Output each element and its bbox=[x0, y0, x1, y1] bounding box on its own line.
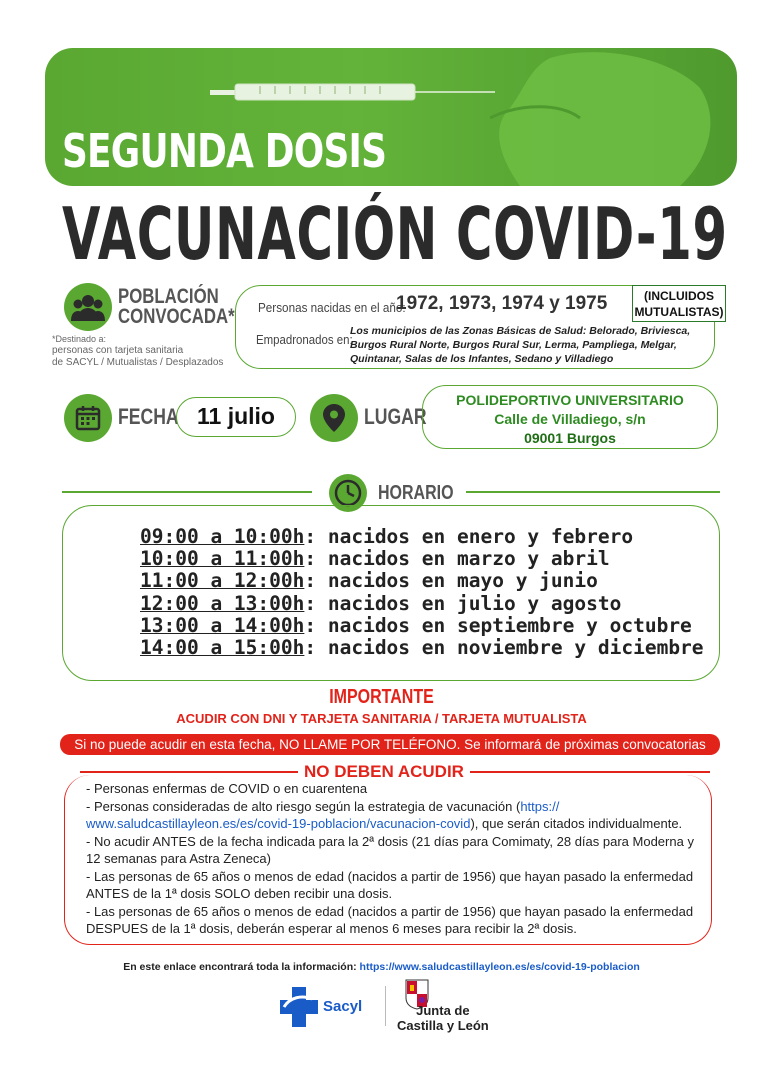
people-icon bbox=[64, 283, 112, 331]
poblacion-title-line2: CONVOCADA* bbox=[118, 305, 235, 328]
footer-info bbox=[0, 961, 763, 973]
junta-line1: Junta de bbox=[416, 1003, 470, 1018]
slot-time: 14:00 a 15:00h bbox=[140, 636, 305, 660]
fecha-label: FECHA bbox=[118, 404, 179, 429]
gloved-hand-icon bbox=[430, 48, 730, 186]
slot-text: : nacidos en noviembre y diciembre bbox=[304, 636, 704, 660]
slot-time: 11:00 a 12:00h bbox=[140, 569, 305, 593]
nda-divider-left bbox=[80, 771, 298, 773]
fecha-value: 11 julio bbox=[176, 397, 296, 437]
item2-text-a: - Personas consideradas de alto riesgo según la estrategia de vacunación ( bbox=[86, 799, 521, 814]
lugar-postal: 09001 Burgos bbox=[524, 430, 616, 446]
horario-slot bbox=[140, 526, 704, 548]
no-deben-acudir-title: NO DEBEN ACUDIR bbox=[304, 762, 464, 781]
slot-time: 13:00 a 14:00h bbox=[140, 613, 305, 637]
note-line2: de SACYL / Mutualistas / Desplazados bbox=[52, 357, 224, 368]
page-title: VACUNACIÓN COVID-19 bbox=[62, 192, 728, 276]
horario-slot bbox=[140, 593, 704, 615]
sacyl-logo-text: Sacyl bbox=[323, 998, 363, 1015]
horario-slot bbox=[140, 637, 704, 659]
nacidos-label: Personas nacidas en el año: bbox=[258, 300, 406, 315]
list-item bbox=[86, 798, 706, 832]
horario-label: HORARIO bbox=[378, 482, 454, 504]
poblacion-title-line1: POBLACIÓN bbox=[118, 285, 219, 308]
importante-subtitle: ACUDIR CON DNI Y TARJETA SANITARIA / TARJETA MUTUALISTA bbox=[176, 711, 587, 726]
slot-text: : nacidos en mayo y junio bbox=[304, 569, 598, 593]
importante-title: IMPORTANTE bbox=[329, 686, 434, 708]
footer-text: En este enlace encontrará toda la información: bbox=[123, 961, 360, 973]
horario-slot bbox=[140, 570, 704, 592]
location-pin-icon bbox=[310, 394, 358, 442]
slot-text: : nacidos en enero y febrero bbox=[304, 525, 634, 548]
junta-logo-text bbox=[397, 1003, 489, 1033]
slot-time: 12:00 a 13:00h bbox=[140, 591, 305, 615]
incluidos-line2: MUTUALISTAS) bbox=[634, 305, 724, 319]
list-item: - Las personas de 65 años o menos de edad (nacidos a partir de 1956) que hayan pasado la enfermedad ANTES de la 1ª dosis SOLO deben recibir una dosis. bbox=[86, 869, 694, 901]
slot-time: 10:00 a 11:00h bbox=[140, 547, 305, 571]
junta-line2: Castilla y León bbox=[397, 1018, 489, 1033]
lugar-box bbox=[422, 385, 718, 449]
lugar-label: LUGAR bbox=[364, 404, 427, 429]
poblacion-title bbox=[118, 287, 235, 327]
warning-bar: Si no puede acudir en esta fecha, NO LLAME POR TELÉFONO. Se informará de próximas convocatorias bbox=[60, 734, 720, 755]
no-deben-acudir-list bbox=[86, 780, 706, 938]
incluidos-line1: (INCLUIDOS bbox=[644, 289, 714, 303]
sacyl-cross-logo-icon bbox=[278, 985, 320, 1029]
empadronados-label: Empadronados en: bbox=[256, 332, 353, 347]
slot-text: : nacidos en julio y agosto bbox=[304, 591, 622, 615]
list-item: - No acudir ANTES de la fecha indicada para la 2ª dosis (21 días para Comimaty, 28 días para Moderna y 12 semanas para Astra Zeneca) bbox=[86, 834, 694, 866]
horario-list bbox=[140, 526, 704, 659]
calendar-icon bbox=[64, 394, 112, 442]
note-heading: *Destinado a: bbox=[52, 334, 107, 344]
footer-link[interactable]: https://www.saludcastillayleon.es/es/covid-19-poblacion bbox=[359, 961, 640, 973]
nacidos-years: 1972, 1973, 1974 y 1975 bbox=[396, 293, 608, 314]
lugar-name: POLIDEPORTIVO UNIVERSITARIO bbox=[456, 392, 684, 408]
empadronados-text: Los municipios de las Zonas Básicas de Salud: Belorado, Briviesca, Burgos Rural Norte, Burgos Rural Sur, Lerma, Pampliega, Melgar, Quintanar, Salas de los Infantes, Sedano y Villadiego bbox=[350, 325, 691, 365]
poblacion-note bbox=[52, 333, 223, 369]
horario-divider-left bbox=[62, 491, 312, 493]
vacunacion-link[interactable]: https:// www.saludcastillayleon.es/es/covid-19-poblacion/vacunacion-covid bbox=[86, 799, 560, 831]
horario-divider-right bbox=[466, 491, 720, 493]
lugar-street: Calle de Villadiego, s/n bbox=[494, 411, 646, 427]
incluidos-mutualistas-box bbox=[632, 285, 726, 322]
note-line1: personas con tarjeta sanitaria bbox=[52, 345, 184, 356]
horario-slot bbox=[140, 548, 704, 570]
logo-divider bbox=[385, 986, 386, 1026]
list-item: - Las personas de 65 años o menos de edad (nacidos a partir de 1956) que hayan pasado la enfermedad DESPUES de la 1ª dosis, deberán esperar al menos 6 meses para recibir la 2ª dosis. bbox=[86, 904, 694, 936]
subtitle-segunda-dosis: SEGUNDA DOSIS bbox=[62, 124, 387, 178]
slot-text: : nacidos en septiembre y octubre bbox=[304, 613, 692, 637]
slot-time: 09:00 a 10:00h bbox=[140, 525, 305, 548]
slot-text: : nacidos en marzo y abril bbox=[304, 547, 610, 571]
nda-divider-right bbox=[470, 771, 710, 773]
item2-text-b: ), que serán citados individualmente. bbox=[470, 816, 683, 831]
list-item: - Personas enfermas de COVID o en cuarentena bbox=[86, 781, 368, 796]
horario-slot bbox=[140, 615, 704, 637]
syringe-icon bbox=[200, 78, 500, 106]
